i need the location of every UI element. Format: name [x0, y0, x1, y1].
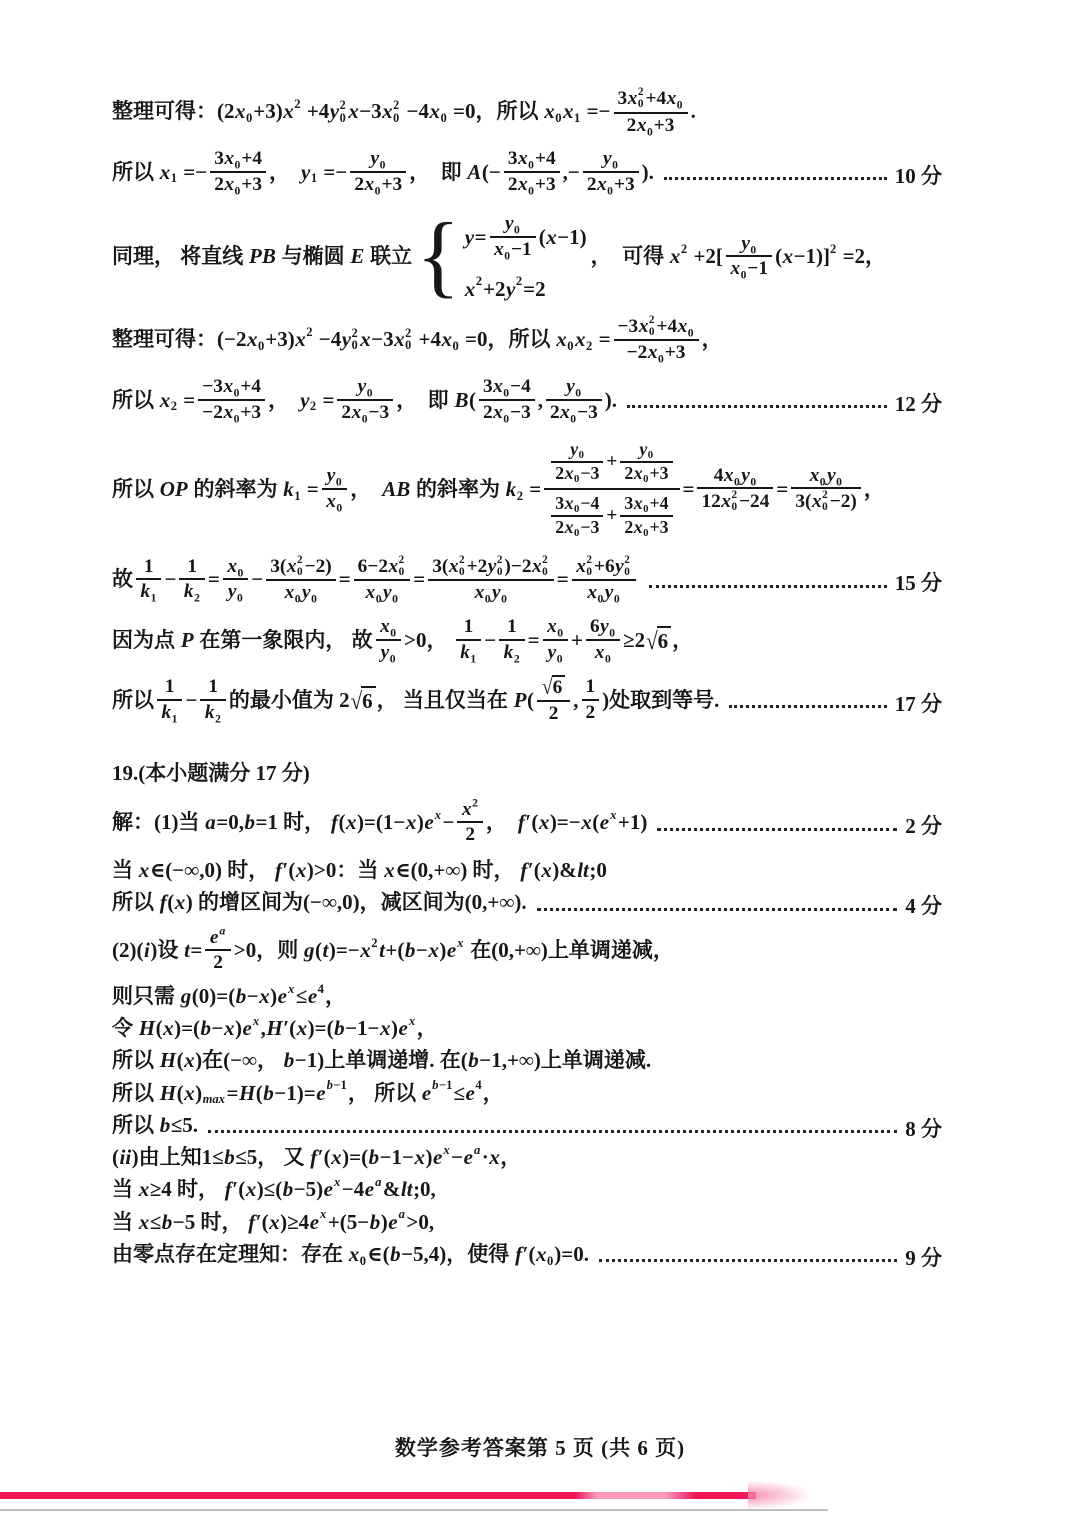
math-content: 解：(1)当 a=0,b=1 时， f(x)=(1−x)e x − x 2 2 ， f′(x)=−x(e x +1): [112, 796, 648, 846]
solution-line: [112, 672, 942, 727]
math-content: (ii)由上知1≤b≤5， 又 f′(x)=(b−1−x)e x −e a ·x，: [112, 1142, 522, 1169]
math-content: 当 x∈(−∞,0) 时， f′(x)>0：当 x∈(0,+∞) 时， f′(x)&lt;0: [112, 858, 607, 882]
bottom-stripe-decoration: [0, 1492, 756, 1499]
solution-line: [112, 857, 942, 883]
solution-line: [112, 552, 942, 607]
solution-line: [112, 1144, 942, 1170]
dotted-leader: [649, 585, 887, 588]
score-mark: 8 分: [905, 1116, 942, 1141]
score-mark: 10 分: [894, 163, 942, 188]
solution-line: [112, 204, 942, 307]
bottom-stripe-tip: [748, 1480, 812, 1510]
math-content: 所以 H(x)在(−∞， b−1)上单调递增. 在(b−1,+∞)上单调递减.: [112, 1048, 652, 1073]
math-content: 由零点存在定理知：存在 x 0 ∈(b−5,4)，使得 f′(x 0 )=0.: [112, 1241, 589, 1268]
solution-line: [112, 613, 942, 666]
solution-line: [112, 796, 942, 849]
big-brace: {: [416, 204, 461, 307]
math-content: 所以 1 k 1 − 1 k 2 的最小值为 2 √ 6 ， 当且仅当在 P( √ 6 2 , $\frac{1}{2}$ )处取到等号.: [112, 675, 720, 726]
dotted-leader: [664, 177, 887, 180]
score-mark: 17 分: [894, 691, 942, 716]
math-content: 所以 b≤5.: [112, 1112, 199, 1137]
math-content: 所以 f(x) 的增区间为(−∞,0)，减区间为(0,+∞).: [112, 890, 527, 915]
score-mark: 9 分: [905, 1245, 942, 1270]
math-content: 所以 OP 的斜率为 k 1 = y 0 x 0 ， AB 的斜率为 k 2 = y 0 2x 0 −3 + y 0 2x 0 +3 3x 0 −4 2x 0 −3 + 3x 0 +4 2x 0 +3 = 4x 0 y 0 12x 2 0 −24 = x 0 y 0 3(x 2 0 −2) ，: [112, 439, 885, 539]
solution-line: [112, 434, 942, 544]
math-content: 整理可得：(−2x 0 +3)x 2 −4y 2 0 x−3x 2 0 +4x 0 =0，所以 x 0 x 2 = −3x 2 0 +4x 0 −2x 0 +3 ，: [112, 313, 723, 366]
solution-lines: [112, 84, 942, 1273]
math-content: 则只需 g(0)=(b−x)e x ≤e 4 ，: [112, 981, 346, 1008]
math-content: 19.(本小题满分 17 分): [112, 760, 310, 785]
solution-line: [112, 1209, 942, 1235]
score-mark: 4 分: [905, 894, 942, 919]
solution-line: [112, 924, 942, 977]
math-content: 所以 x 2 = −3x 0 +4 −2x 0 +3 ， y 2 = y 0 2x 0 −3 ， 即 B( 3x 0 −4 2x 0 −3 , y 0 2x 0 −3 ).: [112, 376, 618, 426]
solution-line: [112, 373, 942, 426]
solution-line: [112, 1112, 942, 1141]
math-content: (2)(i)设 t= e a 2 >0，则 g(t)=−x 2 t+(b−x)e x 在(0,+∞)上单调递减，: [112, 924, 674, 974]
score-mark: 12 分: [894, 391, 942, 416]
solution-line: [112, 1241, 942, 1270]
dotted-leader: [657, 828, 897, 831]
dotted-leader: [599, 1259, 897, 1262]
score-mark: 2 分: [905, 814, 942, 839]
solution-line: [112, 983, 942, 1009]
math-content: 所以 x 1 =− 3x 0 +4 2x 0 +3 ， y 1 =− y 0 2x 0 +3 ， 即 A(− 3x 0 +4 2x 0 +3 ,− y 0 2x 0 +3 ).: [112, 148, 654, 198]
dotted-leader: [729, 705, 886, 708]
math-content: 因为点 P 在第一象限内， 故 x 0 y 0 >0， 1 k 1 − 1 k 2 = x 0 y 0 + 6y 0 x 0 ≥2 √ 6 ，: [112, 616, 694, 666]
solution-line: [112, 760, 942, 786]
solution-line: [112, 145, 942, 198]
dotted-leader: [627, 405, 887, 408]
solution-line: [112, 312, 942, 367]
solution-line: [112, 1176, 942, 1202]
math-content: 令 H(x)=(b−x)e x ,H′(x)=(b−1−x)e x ，: [112, 1013, 438, 1040]
dotted-leader: [208, 1130, 897, 1133]
math-content: 当 x≤b−5 时， f′(x)≥4e x +(5−b)e a >0,: [112, 1207, 435, 1234]
math-content: 故 1 k 1 − 1 k 2 = x 0 y 0 − 3(x 2 0 −2) x 0 y 0 = 6−2x 2 0 x 0 y 0 = 3(x 2 0 +2y 2 0 )−2x 2 0 x 0 y 0 = x 2 0 +6y 2 0 x 0 y 0: [112, 552, 639, 607]
math-content: 同理， 将直线 PB 与椭圆 E 联立 { y= y 0 x 0 −1 (x−1) x 2 +2y 2 =2 ， 可得 x 2 +2[ y 0 x 0 −1 (x−1)] 2 =2，: [112, 204, 887, 307]
solution-line: [112, 84, 942, 139]
solution-line: [112, 1015, 942, 1041]
math-content: 当 x≥4 时， f′(x)≤(b−5)e x −4e a &lt;0,: [112, 1175, 436, 1202]
bottom-rule: [0, 1509, 828, 1511]
solution-line: [112, 1047, 942, 1073]
page-footer: 数学参考答案第 5 页 (共 6 页): [394, 1436, 686, 1460]
score-mark: 15 分: [894, 571, 942, 596]
math-content: 所以 H(x) max =H(b−1)=e b−1 ， 所以 e b−1 ≤e 4 ，: [112, 1078, 504, 1107]
solution-line: [112, 889, 942, 919]
math-content: 整理可得：(2x 0 +3)x 2 +4y 2 0 x−3x 2 0 −4x 0 =0，所以 x 0 x 1 =− 3x 2 0 +4x 0 2x 0 +3 .: [112, 86, 696, 138]
solution-line: [112, 1080, 942, 1106]
dotted-leader: [537, 908, 898, 911]
